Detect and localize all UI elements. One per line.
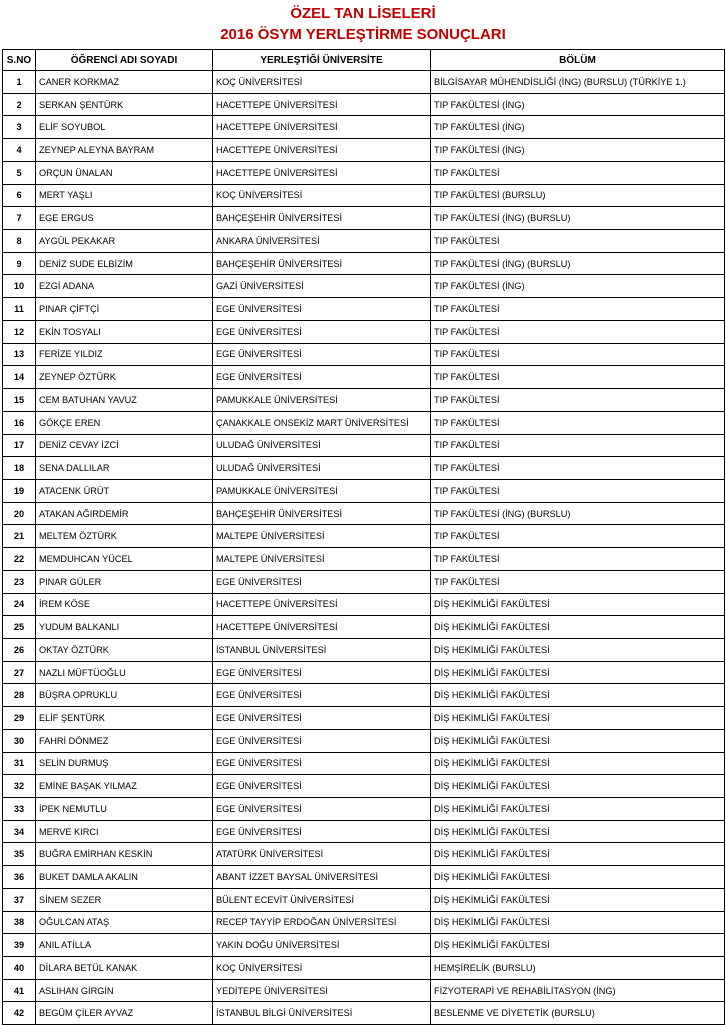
table-row	[3, 775, 725, 798]
table-row	[3, 207, 725, 230]
table-row	[3, 661, 725, 684]
university-name: BAHÇEŞEHİR ÜNİVERSİTESİ	[213, 502, 431, 525]
department-name: DİŞ HEKİMLİĞİ FAKÜLTESİ	[431, 888, 725, 911]
row-number: 33	[3, 798, 36, 821]
student-name: SERKAN ŞENTÜRK	[36, 93, 213, 116]
department-name: DİŞ HEKİMLİĞİ FAKÜLTESİ	[431, 707, 725, 730]
student-name: DİLARA BETÜL KANAK	[36, 957, 213, 980]
student-name: CANER KORKMAZ	[36, 71, 213, 94]
university-name: EGE ÜNİVERSİTESİ	[213, 729, 431, 752]
student-name: MELTEM ÖZTÜRK	[36, 525, 213, 548]
university-name: HACETTEPE ÜNİVERSİTESİ	[213, 93, 431, 116]
department-name: FİZYOTERAPİ VE REHABİLİTASYON (İNG)	[431, 979, 725, 1002]
department-name: TIP FAKÜLTESİ	[431, 434, 725, 457]
university-name: ATATÜRK ÜNİVERSİTESİ	[213, 843, 431, 866]
university-name: MALTEPE ÜNİVERSİTESİ	[213, 525, 431, 548]
row-number: 40	[3, 957, 36, 980]
row-number: 29	[3, 707, 36, 730]
table-row	[3, 888, 725, 911]
row-number: 12	[3, 320, 36, 343]
table-row	[3, 320, 725, 343]
university-name: BAHÇEŞEHİR ÜNİVERSİTESİ	[213, 252, 431, 275]
university-name: İSTANBUL BİLGİ ÜNİVERSİTESİ	[213, 1002, 431, 1025]
university-name: MALTEPE ÜNİVERSİTESİ	[213, 548, 431, 571]
row-number: 3	[3, 116, 36, 139]
table-row	[3, 911, 725, 934]
university-name: EGE ÜNİVERSİTESİ	[213, 320, 431, 343]
row-number: 9	[3, 252, 36, 275]
student-name: ZEYNEP ÖZTÜRK	[36, 366, 213, 389]
table-row	[3, 593, 725, 616]
table-row	[3, 389, 725, 412]
table-row	[3, 979, 725, 1002]
department-name: TIP FAKÜLTESİ	[431, 320, 725, 343]
department-name: DİŞ HEKİMLİĞİ FAKÜLTESİ	[431, 661, 725, 684]
department-name: TIP FAKÜLTESİ	[431, 298, 725, 321]
student-name: BUKET DAMLA AKALIN	[36, 866, 213, 889]
student-name: İPEK NEMUTLU	[36, 798, 213, 821]
student-name: SİNEM SEZER	[36, 888, 213, 911]
department-name: TIP FAKÜLTESİ (İNG)	[431, 93, 725, 116]
student-name: FAHRİ DÖNMEZ	[36, 729, 213, 752]
university-name: PAMUKKALE ÜNİVERSİTESİ	[213, 389, 431, 412]
row-number: 24	[3, 593, 36, 616]
department-name: DİŞ HEKİMLİĞİ FAKÜLTESİ	[431, 752, 725, 775]
table-row	[3, 616, 725, 639]
university-name: HACETTEPE ÜNİVERSİTESİ	[213, 161, 431, 184]
table-row	[3, 843, 725, 866]
student-name: ELİF ŞENTÜRK	[36, 707, 213, 730]
student-name: EGE ERGUS	[36, 207, 213, 230]
university-name: GAZİ ÜNİVERSİTESİ	[213, 275, 431, 298]
results-table	[2, 49, 725, 1025]
department-name: TIP FAKÜLTESİ (İNG) (BURSLU)	[431, 502, 725, 525]
table-row	[3, 252, 725, 275]
university-name: HACETTEPE ÜNİVERSİTESİ	[213, 139, 431, 162]
university-name: ABANT İZZET BAYSAL ÜNİVERSİTESİ	[213, 866, 431, 889]
table-row	[3, 934, 725, 957]
student-name: MEMDUHCAN YÜCEL	[36, 548, 213, 571]
university-name: YAKIN DOĞU ÜNİVERSİTESİ	[213, 934, 431, 957]
table-row	[3, 343, 725, 366]
table-row	[3, 434, 725, 457]
student-name: OKTAY ÖZTÜRK	[36, 638, 213, 661]
row-number: 14	[3, 366, 36, 389]
row-number: 35	[3, 843, 36, 866]
table-row	[3, 638, 725, 661]
table-row	[3, 707, 725, 730]
column-header-student-name: ÖĞRENCİ ADI SOYADI	[36, 50, 213, 71]
university-name: EGE ÜNİVERSİTESİ	[213, 570, 431, 593]
university-name: YEDİTEPE ÜNİVERSİTESİ	[213, 979, 431, 1002]
table-row	[3, 366, 725, 389]
row-number: 25	[3, 616, 36, 639]
university-name: EGE ÜNİVERSİTESİ	[213, 366, 431, 389]
table-row	[3, 729, 725, 752]
university-name: EGE ÜNİVERSİTESİ	[213, 661, 431, 684]
row-number: 5	[3, 161, 36, 184]
row-number: 21	[3, 525, 36, 548]
department-name: TIP FAKÜLTESİ (İNG) (BURSLU)	[431, 207, 725, 230]
university-name: BAHÇEŞEHİR ÜNİVERSİTESİ	[213, 207, 431, 230]
table-row	[3, 184, 725, 207]
department-name: TIP FAKÜLTESİ (İNG)	[431, 275, 725, 298]
student-name: SENA DALLILAR	[36, 457, 213, 480]
row-number: 26	[3, 638, 36, 661]
student-name: ATAKAN AĞIRDEMİR	[36, 502, 213, 525]
department-name: DİŞ HEKİMLİĞİ FAKÜLTESİ	[431, 911, 725, 934]
department-name: DİŞ HEKİMLİĞİ FAKÜLTESİ	[431, 843, 725, 866]
row-number: 27	[3, 661, 36, 684]
row-number: 34	[3, 820, 36, 843]
student-name: BUĞRA EMİRHAN KESKİN	[36, 843, 213, 866]
department-name: TIP FAKÜLTESİ (İNG) (BURSLU)	[431, 252, 725, 275]
table-row	[3, 548, 725, 571]
department-name: TIP FAKÜLTESİ	[431, 548, 725, 571]
department-name: DİŞ HEKİMLİĞİ FAKÜLTESİ	[431, 729, 725, 752]
table-row	[3, 71, 725, 94]
student-name: SELİN DURMUŞ	[36, 752, 213, 775]
row-number: 28	[3, 684, 36, 707]
table-row	[3, 502, 725, 525]
table-row	[3, 139, 725, 162]
row-number: 22	[3, 548, 36, 571]
row-number: 8	[3, 230, 36, 253]
row-number: 17	[3, 434, 36, 457]
row-number: 4	[3, 139, 36, 162]
student-name: OĞULCAN ATAŞ	[36, 911, 213, 934]
university-name: HACETTEPE ÜNİVERSİTESİ	[213, 116, 431, 139]
department-name: DİŞ HEKİMLİĞİ FAKÜLTESİ	[431, 934, 725, 957]
student-name: DENİZ CEVAY İZCİ	[36, 434, 213, 457]
department-name: BİLGİSAYAR MÜHENDİSLİĞİ (İNG) (BURSLU) (TÜRKİYE 1.)	[431, 71, 725, 94]
table-row	[3, 752, 725, 775]
student-name: ORÇUN ÜNALAN	[36, 161, 213, 184]
student-name: MERVE KIRCI	[36, 820, 213, 843]
department-name: TIP FAKÜLTESİ	[431, 366, 725, 389]
university-name: ULUDAĞ ÜNİVERSİTESİ	[213, 457, 431, 480]
university-name: BÜLENT ECEVİT ÜNİVERSİTESİ	[213, 888, 431, 911]
university-name: EGE ÜNİVERSİTESİ	[213, 798, 431, 821]
university-name: EGE ÜNİVERSİTESİ	[213, 298, 431, 321]
table-row	[3, 230, 725, 253]
student-name: ASLIHAN GİRGİN	[36, 979, 213, 1002]
table-body	[3, 71, 725, 1025]
department-name: TIP FAKÜLTESİ (BURSLU)	[431, 184, 725, 207]
row-number: 6	[3, 184, 36, 207]
row-number: 19	[3, 479, 36, 502]
row-number: 23	[3, 570, 36, 593]
row-number: 2	[3, 93, 36, 116]
row-number: 18	[3, 457, 36, 480]
university-name: KOÇ ÜNİVERSİTESİ	[213, 957, 431, 980]
student-name: CEM BATUHAN YAVUZ	[36, 389, 213, 412]
row-number: 30	[3, 729, 36, 752]
table-row	[3, 684, 725, 707]
university-name: HACETTEPE ÜNİVERSİTESİ	[213, 593, 431, 616]
row-number: 10	[3, 275, 36, 298]
row-number: 32	[3, 775, 36, 798]
department-name: DİŞ HEKİMLİĞİ FAKÜLTESİ	[431, 593, 725, 616]
student-name: GÖKÇE EREN	[36, 411, 213, 434]
university-name: KOÇ ÜNİVERSİTESİ	[213, 71, 431, 94]
table-header-row	[3, 50, 725, 71]
university-name: RECEP TAYYİP ERDOĞAN ÜNİVERSİTESİ	[213, 911, 431, 934]
row-number: 37	[3, 888, 36, 911]
university-name: EGE ÜNİVERSİTESİ	[213, 684, 431, 707]
student-name: BÜŞRA OPRUKLU	[36, 684, 213, 707]
department-name: DİŞ HEKİMLİĞİ FAKÜLTESİ	[431, 798, 725, 821]
student-name: FERİZE YILDIZ	[36, 343, 213, 366]
department-name: TIP FAKÜLTESİ	[431, 411, 725, 434]
school-title: ÖZEL TAN LİSELERİ	[290, 5, 436, 22]
student-name: NAZLI MÜFTÜOĞLU	[36, 661, 213, 684]
row-number: 1	[3, 71, 36, 94]
department-name: DİŞ HEKİMLİĞİ FAKÜLTESİ	[431, 866, 725, 889]
table-row	[3, 1002, 725, 1025]
student-name: BEGÜM ÇİLER AYVAZ	[36, 1002, 213, 1025]
student-name: EMİNE BAŞAK YILMAZ	[36, 775, 213, 798]
student-name: ZEYNEP ALEYNA BAYRAM	[36, 139, 213, 162]
department-name: TIP FAKÜLTESİ	[431, 570, 725, 593]
column-header-university: YERLEŞTİĞİ ÜNİVERSİTE	[213, 50, 431, 71]
document-header	[0, 0, 726, 49]
row-number: 15	[3, 389, 36, 412]
department-name: DİŞ HEKİMLİĞİ FAKÜLTESİ	[431, 684, 725, 707]
column-header-department: BÖLÜM	[431, 50, 725, 71]
results-title: 2016 ÖSYM YERLEŞTİRME SONUÇLARI	[220, 26, 506, 43]
student-name: MERT YAŞLI	[36, 184, 213, 207]
table-row	[3, 798, 725, 821]
student-name: EKİN TOSYALI	[36, 320, 213, 343]
department-name: TIP FAKÜLTESİ	[431, 161, 725, 184]
row-number: 7	[3, 207, 36, 230]
department-name: DİŞ HEKİMLİĞİ FAKÜLTESİ	[431, 820, 725, 843]
student-name: DENİZ SUDE ELBİZİM	[36, 252, 213, 275]
table-row	[3, 116, 725, 139]
student-name: AYGÜL PEKAKAR	[36, 230, 213, 253]
student-name: PINAR GÜLER	[36, 570, 213, 593]
university-name: ANKARA ÜNİVERSİTESİ	[213, 230, 431, 253]
university-name: EGE ÜNİVERSİTESİ	[213, 707, 431, 730]
row-number: 31	[3, 752, 36, 775]
row-number: 41	[3, 979, 36, 1002]
university-name: ÇANAKKALE ONSEKİZ MART ÜNİVERSİTESİ	[213, 411, 431, 434]
row-number: 39	[3, 934, 36, 957]
student-name: ELİF SOYUBOL	[36, 116, 213, 139]
student-name: YUDUM BALKANLI	[36, 616, 213, 639]
department-name: BESLENME VE DİYETETİK (BURSLU)	[431, 1002, 725, 1025]
department-name: TIP FAKÜLTESİ (İNG)	[431, 139, 725, 162]
table-row	[3, 866, 725, 889]
department-name: TIP FAKÜLTESİ	[431, 230, 725, 253]
table-row	[3, 161, 725, 184]
university-name: EGE ÜNİVERSİTESİ	[213, 820, 431, 843]
department-name: TIP FAKÜLTESİ	[431, 457, 725, 480]
table-row	[3, 525, 725, 548]
student-name: ATACENK ÜRÜT	[36, 479, 213, 502]
row-number: 20	[3, 502, 36, 525]
table-row	[3, 479, 725, 502]
table-row	[3, 93, 725, 116]
student-name: PINAR ÇİFTÇİ	[36, 298, 213, 321]
table-row	[3, 298, 725, 321]
university-name: İSTANBUL ÜNİVERSİTESİ	[213, 638, 431, 661]
university-name: EGE ÜNİVERSİTESİ	[213, 343, 431, 366]
university-name: ULUDAĞ ÜNİVERSİTESİ	[213, 434, 431, 457]
department-name: DİŞ HEKİMLİĞİ FAKÜLTESİ	[431, 616, 725, 639]
department-name: HEMŞİRELİK (BURSLU)	[431, 957, 725, 980]
student-name: ANIL ATİLLA	[36, 934, 213, 957]
department-name: DİŞ HEKİMLİĞİ FAKÜLTESİ	[431, 638, 725, 661]
table-row	[3, 957, 725, 980]
student-name: EZGİ ADANA	[36, 275, 213, 298]
university-name: EGE ÜNİVERSİTESİ	[213, 775, 431, 798]
university-name: HACETTEPE ÜNİVERSİTESİ	[213, 616, 431, 639]
department-name: TIP FAKÜLTESİ	[431, 389, 725, 412]
department-name: TIP FAKÜLTESİ (İNG)	[431, 116, 725, 139]
department-name: TIP FAKÜLTESİ	[431, 479, 725, 502]
university-name: EGE ÜNİVERSİTESİ	[213, 752, 431, 775]
column-header-sno: S.NO	[3, 50, 36, 71]
table-row	[3, 411, 725, 434]
row-number: 16	[3, 411, 36, 434]
row-number: 13	[3, 343, 36, 366]
row-number: 42	[3, 1002, 36, 1025]
university-name: KOÇ ÜNİVERSİTESİ	[213, 184, 431, 207]
department-name: TIP FAKÜLTESİ	[431, 343, 725, 366]
table-row	[3, 457, 725, 480]
row-number: 36	[3, 866, 36, 889]
university-name: PAMUKKALE ÜNİVERSİTESİ	[213, 479, 431, 502]
row-number: 38	[3, 911, 36, 934]
department-name: TIP FAKÜLTESİ	[431, 525, 725, 548]
table-row	[3, 275, 725, 298]
table-row	[3, 570, 725, 593]
table-row	[3, 820, 725, 843]
row-number: 11	[3, 298, 36, 321]
department-name: DİŞ HEKİMLİĞİ FAKÜLTESİ	[431, 775, 725, 798]
student-name: İREM KÖSE	[36, 593, 213, 616]
